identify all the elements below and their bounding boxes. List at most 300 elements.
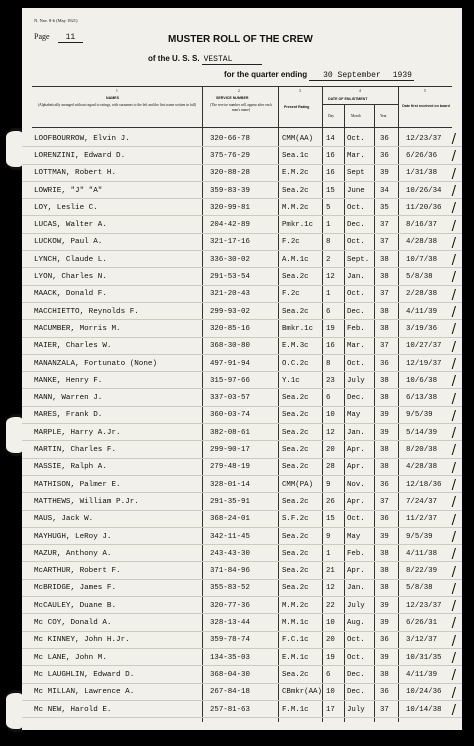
cell-day: 19 bbox=[326, 324, 335, 333]
table-row bbox=[22, 199, 462, 216]
cell-name: Mc COY, Donald A. bbox=[34, 619, 112, 628]
ship-name: VESTAL bbox=[202, 55, 263, 65]
ship-line bbox=[148, 54, 262, 64]
cell-year: 39 bbox=[380, 601, 389, 610]
checkmark: / bbox=[451, 651, 456, 666]
checkmark: / bbox=[451, 512, 456, 528]
table-row bbox=[22, 320, 462, 337]
cell-month: Dec. bbox=[347, 688, 365, 697]
cell-name: McBRIDGE, James F. bbox=[34, 584, 117, 593]
cell-received: 12/19/37 bbox=[406, 359, 442, 368]
cell-service: 320-88-28 bbox=[210, 169, 250, 178]
cell-service: 321-20-43 bbox=[210, 290, 250, 299]
cell-name: LOWRIE, "J" "A" bbox=[34, 186, 103, 195]
cell-received: 6/13/38 bbox=[406, 394, 438, 403]
cell-month: Mar. bbox=[347, 151, 365, 160]
cell-month: May bbox=[347, 411, 361, 420]
cell-day: 26 bbox=[326, 497, 335, 506]
cell-day: 8 bbox=[326, 359, 331, 368]
checkmark: / bbox=[451, 218, 456, 234]
cell-rating: M.M.1c bbox=[282, 619, 309, 628]
page-title: MUSTER ROLL OF THE CREW bbox=[168, 34, 313, 45]
cell-rating: Sea.2c bbox=[282, 273, 309, 282]
checkmark: / bbox=[451, 685, 456, 701]
cell-month: July bbox=[347, 601, 365, 610]
cell-day: 6 bbox=[326, 307, 331, 316]
cell-service: 497-91-94 bbox=[210, 359, 250, 368]
cell-service: 321-17-16 bbox=[210, 238, 250, 247]
cell-rating: F.2c bbox=[282, 238, 300, 247]
cell-month: Oct. bbox=[347, 636, 365, 645]
cell-rating: Sea.2c bbox=[282, 532, 309, 541]
col-header-service: SERVICE NUMBER bbox=[216, 96, 249, 100]
checkmark: / bbox=[451, 460, 456, 476]
checkmark: / bbox=[451, 668, 456, 684]
cell-name: Mc LAUGHLIN, Edward D. bbox=[34, 670, 135, 679]
cell-month: Oct. bbox=[347, 359, 365, 368]
cell-received: 9/5/39 bbox=[406, 532, 433, 541]
cell-year: 36 bbox=[380, 636, 389, 645]
page-label bbox=[34, 32, 83, 42]
cell-name: MACUMBER, Morris M. bbox=[34, 324, 121, 333]
cell-received: 4/28/38 bbox=[406, 238, 438, 247]
checkmark: / bbox=[451, 616, 456, 632]
cell-month: July bbox=[347, 705, 365, 714]
cell-month: Mar. bbox=[347, 342, 365, 351]
cell-day: 12 bbox=[326, 273, 335, 282]
cell-year: 37 bbox=[380, 290, 389, 299]
cell-day: 23 bbox=[326, 376, 335, 385]
cell-received: 12/23/37 bbox=[406, 134, 442, 143]
cell-service: 299-93-02 bbox=[210, 307, 250, 316]
col-note-names: (Alphabetically arranged without regard to ratings, with surnames to the left and the first name written in full) bbox=[37, 103, 197, 107]
cell-year: 38 bbox=[380, 567, 389, 576]
checkmark: / bbox=[451, 270, 456, 286]
cell-month: June bbox=[347, 186, 365, 195]
cell-received: 6/26/36 bbox=[406, 151, 438, 160]
cell-year: 36 bbox=[380, 134, 389, 143]
table-row bbox=[22, 424, 462, 441]
cell-year: 39 bbox=[380, 619, 389, 628]
cell-month: Aug. bbox=[347, 619, 365, 628]
cell-rating: Sea.2c bbox=[282, 446, 309, 455]
cell-year: 39 bbox=[380, 169, 389, 178]
cell-rating: Sea.2c bbox=[282, 428, 309, 437]
cell-month: Oct. bbox=[347, 653, 365, 662]
cell-day: 22 bbox=[326, 601, 335, 610]
checkmark: / bbox=[451, 149, 456, 165]
checkmark: / bbox=[451, 529, 456, 545]
cell-year: 36 bbox=[380, 515, 389, 524]
cell-year: 39 bbox=[380, 532, 389, 541]
cell-rating: Sea.2c bbox=[282, 307, 309, 316]
cell-month: May bbox=[347, 532, 361, 541]
cell-month: Feb. bbox=[347, 324, 365, 333]
cell-service: 243-43-30 bbox=[210, 549, 250, 558]
col-header-year: Year bbox=[380, 114, 387, 118]
col-num-4: 4 bbox=[359, 89, 361, 93]
table-row bbox=[22, 666, 462, 683]
checkmark: / bbox=[451, 547, 456, 563]
table-row bbox=[22, 545, 462, 562]
cell-year: 38 bbox=[380, 255, 389, 264]
cell-rating: A.M.1c bbox=[282, 255, 309, 264]
page-number: 11 bbox=[58, 33, 84, 43]
cell-received: 2/28/38 bbox=[406, 290, 438, 299]
cell-day: 20 bbox=[326, 636, 335, 645]
cell-year: 38 bbox=[380, 549, 389, 558]
checkmark: / bbox=[451, 253, 456, 269]
cell-received: 5/8/38 bbox=[406, 273, 433, 282]
cell-rating: Sea.2c bbox=[282, 584, 309, 593]
cell-year: 38 bbox=[380, 307, 389, 316]
cell-year: 37 bbox=[380, 705, 389, 714]
col-header-month: Month bbox=[351, 114, 361, 118]
cell-received: 8/22/39 bbox=[406, 567, 438, 576]
table-row bbox=[22, 372, 462, 389]
cell-name: Mc NEW, Harold E. bbox=[34, 705, 112, 714]
table-row bbox=[22, 649, 462, 666]
cell-year: 38 bbox=[380, 376, 389, 385]
cell-name: LOTTMAN, Robert H. bbox=[34, 169, 117, 178]
table-row bbox=[22, 511, 462, 528]
cell-received: 10/26/34 bbox=[406, 186, 442, 195]
cell-name: MANKE, Henry F. bbox=[34, 376, 103, 385]
cell-service: 320-77-36 bbox=[210, 601, 250, 610]
table-row bbox=[22, 338, 462, 355]
table-row bbox=[22, 390, 462, 407]
table-row bbox=[22, 268, 462, 285]
checkmark: / bbox=[451, 633, 456, 649]
col-num-2: 2 bbox=[238, 89, 240, 93]
cell-service: 134-35-03 bbox=[210, 653, 250, 662]
cell-service: 337-03-57 bbox=[210, 394, 250, 403]
cell-day: 10 bbox=[326, 688, 335, 697]
cell-name: LYNCH, Claude L. bbox=[34, 255, 107, 264]
cell-service: 336-30-02 bbox=[210, 255, 250, 264]
col-num-5: 5 bbox=[424, 89, 426, 93]
cell-day: 19 bbox=[326, 653, 335, 662]
cell-name: LOY, Leslie C. bbox=[34, 203, 98, 212]
cell-year: 38 bbox=[380, 446, 389, 455]
cell-rating: E.M.1c bbox=[282, 653, 309, 662]
quarter-date: 30 September bbox=[309, 71, 385, 81]
cell-month: Oct. bbox=[347, 238, 365, 247]
cell-year: 38 bbox=[380, 324, 389, 333]
cell-month: Dec. bbox=[347, 394, 365, 403]
cell-name: LUCKOW, Paul A. bbox=[34, 238, 103, 247]
cell-name: MAACK, Donald F. bbox=[34, 290, 107, 299]
cell-service: 299-90-17 bbox=[210, 446, 250, 455]
cell-service: 257-81-63 bbox=[210, 705, 250, 714]
cell-received: 10/6/38 bbox=[406, 376, 438, 385]
cell-name: MAZUR, Anthony A. bbox=[34, 549, 112, 558]
cell-year: 37 bbox=[380, 497, 389, 506]
cell-year: 36 bbox=[380, 480, 389, 489]
cell-month: Oct. bbox=[347, 515, 365, 524]
cell-day: 12 bbox=[326, 584, 335, 593]
cell-name: LORENZINI, Edward D. bbox=[34, 151, 126, 160]
cell-received: 12/23/37 bbox=[406, 601, 442, 610]
table-row bbox=[22, 303, 462, 320]
table-row bbox=[22, 130, 462, 147]
cell-name: MANANZALA, Fortunato (None) bbox=[34, 359, 158, 368]
cell-rating: F.M.1c bbox=[282, 705, 309, 714]
cell-day: 14 bbox=[326, 134, 335, 143]
cell-received: 1/31/38 bbox=[406, 169, 438, 178]
table-row bbox=[22, 182, 462, 199]
cell-day: 6 bbox=[326, 670, 331, 679]
cell-rating: Sea.2c bbox=[282, 497, 309, 506]
cell-received: 4/11/39 bbox=[406, 670, 438, 679]
checkmark: / bbox=[451, 322, 456, 338]
cell-rating: M.M.2c bbox=[282, 601, 309, 610]
cell-received: 7/24/37 bbox=[406, 497, 438, 506]
cell-name: McCAULEY, Duane B. bbox=[34, 601, 117, 610]
cell-month: Oct. bbox=[347, 290, 365, 299]
cell-rating: Sea.2c bbox=[282, 549, 309, 558]
checkmark: / bbox=[451, 201, 456, 217]
cell-day: 16 bbox=[326, 151, 335, 160]
cell-day: 17 bbox=[326, 705, 335, 714]
table-row bbox=[22, 459, 462, 476]
cell-rating: E.M.3c bbox=[282, 342, 309, 351]
cell-received: 10/31/35 bbox=[406, 653, 442, 662]
cell-month: Feb. bbox=[347, 549, 365, 558]
checkmark: / bbox=[451, 408, 456, 424]
cell-received: 3/19/36 bbox=[406, 324, 438, 333]
table-row bbox=[22, 407, 462, 424]
cell-rating: S.F.2c bbox=[282, 515, 309, 524]
cell-rating: Sea.2c bbox=[282, 670, 309, 679]
cell-name: Mc LANE, John M. bbox=[34, 653, 107, 662]
table-row bbox=[22, 217, 462, 234]
cell-day: 5 bbox=[326, 203, 331, 212]
cell-rating: F.2c bbox=[282, 290, 300, 299]
cell-service: 375-76-29 bbox=[210, 151, 250, 160]
col-header-day: Day bbox=[328, 114, 334, 118]
cell-rating: M.M.2c bbox=[282, 203, 309, 212]
cell-year: 35 bbox=[380, 203, 389, 212]
cell-month: Jan. bbox=[347, 273, 365, 282]
cell-rating: Pmkr.1c bbox=[282, 221, 314, 230]
cell-received: 11/2/37 bbox=[406, 515, 438, 524]
cell-rating: E.M.2c bbox=[282, 169, 309, 178]
cell-year: 37 bbox=[380, 342, 389, 351]
cell-day: 1 bbox=[326, 221, 331, 230]
checkmark: / bbox=[451, 339, 456, 355]
cell-service: 320-99-81 bbox=[210, 203, 250, 212]
cell-month: Apr. bbox=[347, 567, 365, 576]
table-row bbox=[22, 286, 462, 303]
cell-received: 8/16/37 bbox=[406, 221, 438, 230]
cell-year: 38 bbox=[380, 463, 389, 472]
cell-name: MATTHEWS, William P.Jr. bbox=[34, 497, 139, 506]
cell-year: 39 bbox=[380, 411, 389, 420]
table-row bbox=[22, 684, 462, 701]
checkmark: / bbox=[451, 478, 456, 493]
checkmark: / bbox=[451, 132, 456, 147]
cell-name: MACCHIETTO, Reynolds F. bbox=[34, 307, 139, 316]
checkmark: / bbox=[451, 443, 456, 459]
cell-received: 6/26/31 bbox=[406, 619, 438, 628]
cell-month: Jan. bbox=[347, 428, 365, 437]
cell-year: 36 bbox=[380, 688, 389, 697]
col-header-received: Date first received on board bbox=[402, 104, 450, 108]
cell-rating: Bmkr.1c bbox=[282, 324, 314, 333]
cell-received: 4/11/38 bbox=[406, 549, 438, 558]
cell-service: 371-84-96 bbox=[210, 567, 250, 576]
cell-day: 10 bbox=[326, 619, 335, 628]
col-header-names: NAMES bbox=[106, 96, 119, 100]
cell-rating: O.C.2c bbox=[282, 359, 309, 368]
cell-name: MARPLE, Harry A.Jr. bbox=[34, 428, 121, 437]
cell-day: 16 bbox=[326, 342, 335, 351]
cell-service: 204-42-89 bbox=[210, 221, 250, 230]
checkmark: / bbox=[451, 183, 456, 199]
cell-day: 20 bbox=[326, 446, 335, 455]
cell-received: 3/12/37 bbox=[406, 636, 438, 645]
cell-received: 4/28/38 bbox=[406, 463, 438, 472]
cell-month: Apr. bbox=[347, 463, 365, 472]
cell-name: MANN, Warren J. bbox=[34, 394, 103, 403]
cell-service: 328-13-44 bbox=[210, 619, 250, 628]
table-row bbox=[22, 614, 462, 631]
cell-day: 15 bbox=[326, 186, 335, 195]
cell-rating: Sea.2c bbox=[282, 463, 309, 472]
cell-rating: Sea.2c bbox=[282, 567, 309, 576]
cell-service: 359-78-74 bbox=[210, 636, 250, 645]
cell-year: 37 bbox=[380, 238, 389, 247]
table-row bbox=[22, 701, 462, 718]
cell-day: 2 bbox=[326, 255, 331, 264]
cell-received: 10/7/38 bbox=[406, 255, 438, 264]
cell-received: 11/20/36 bbox=[406, 203, 442, 212]
table-row bbox=[22, 597, 462, 614]
cell-year: 36 bbox=[380, 359, 389, 368]
cell-rating: Sea.2c bbox=[282, 186, 309, 195]
cell-rating: Sea.2c bbox=[282, 394, 309, 403]
cell-received: 5/8/38 bbox=[406, 584, 433, 593]
cell-received: 4/11/39 bbox=[406, 307, 438, 316]
cell-day: 21 bbox=[326, 567, 335, 576]
cell-service: 279-48-19 bbox=[210, 463, 250, 472]
cell-service: 382-08-61 bbox=[210, 428, 250, 437]
table-row bbox=[22, 563, 462, 580]
cell-year: 38 bbox=[380, 670, 389, 679]
col-header-enlistment: DATE OF ENLISTMENT bbox=[328, 97, 368, 101]
cell-name: MATHISON, Palmer E. bbox=[34, 480, 121, 489]
cell-month: Dec. bbox=[347, 670, 365, 679]
checkmark: / bbox=[451, 702, 456, 718]
quarter-line bbox=[224, 70, 414, 80]
cell-rating: CMM(AA) bbox=[282, 134, 314, 143]
table-row bbox=[22, 165, 462, 182]
checkmark: / bbox=[451, 495, 456, 511]
cell-day: 12 bbox=[326, 428, 335, 437]
cell-received: 10/27/37 bbox=[406, 342, 442, 351]
checkmark: / bbox=[451, 391, 456, 407]
cell-day: 9 bbox=[326, 532, 331, 541]
cell-year: 38 bbox=[380, 394, 389, 403]
cell-day: 6 bbox=[326, 394, 331, 403]
cell-name: MAUS, Jack W. bbox=[34, 515, 94, 524]
checkmark: / bbox=[451, 356, 456, 372]
table-row bbox=[22, 632, 462, 649]
cell-rating: F.C.1c bbox=[282, 636, 309, 645]
table-row bbox=[22, 147, 462, 164]
quarter-year: 1939 bbox=[385, 71, 414, 81]
checkmark: / bbox=[451, 235, 456, 251]
cell-month: Nov. bbox=[347, 480, 365, 489]
cell-service: 320-85-16 bbox=[210, 324, 250, 333]
cell-rating: Sea.2c bbox=[282, 411, 309, 420]
cell-service: 315-97-66 bbox=[210, 376, 250, 385]
cell-name: McARTHUR, Robert F. bbox=[34, 567, 121, 576]
cell-year: 38 bbox=[380, 584, 389, 593]
muster-roll-sheet bbox=[22, 8, 462, 730]
checkmark: / bbox=[451, 287, 456, 303]
cell-name: MASSIE, Ralph A. bbox=[34, 463, 107, 472]
checkmark: / bbox=[451, 564, 456, 580]
cell-service: 360-03-74 bbox=[210, 411, 250, 420]
checkmark: / bbox=[451, 305, 456, 320]
cell-rating: CBmkr(AA) bbox=[282, 688, 322, 697]
cell-received: 10/24/36 bbox=[406, 688, 442, 697]
cell-month: Oct. bbox=[347, 203, 365, 212]
table-row bbox=[22, 441, 462, 458]
col-header-rating: Present Rating bbox=[284, 105, 310, 109]
cell-year: 34 bbox=[380, 186, 389, 195]
cell-service: 342-11-45 bbox=[210, 532, 250, 541]
checkmark: / bbox=[451, 426, 456, 442]
col-num-3: 3 bbox=[299, 89, 301, 93]
cell-name: MARTIN, Charles F. bbox=[34, 446, 117, 455]
table-row bbox=[22, 493, 462, 510]
cell-service: 368-24-01 bbox=[210, 515, 250, 524]
cell-rating: Y.1c bbox=[282, 376, 300, 385]
table-row bbox=[22, 251, 462, 268]
cell-service: 355-83-52 bbox=[210, 584, 250, 593]
cell-month: Jan. bbox=[347, 584, 365, 593]
cell-month: Dec. bbox=[347, 307, 365, 316]
cell-received: 10/14/38 bbox=[406, 705, 442, 714]
cell-service: 328-01-14 bbox=[210, 480, 250, 489]
col-note-service: (The service number will appear after each man's name) bbox=[210, 103, 272, 112]
quarter-prefix: for the quarter ending bbox=[224, 70, 308, 79]
cell-day: 16 bbox=[326, 169, 335, 178]
checkmark: / bbox=[451, 374, 456, 390]
cell-service: 291-53-54 bbox=[210, 273, 250, 282]
cell-day: 8 bbox=[326, 238, 331, 247]
cell-year: 36 bbox=[380, 151, 389, 160]
cell-month: Apr. bbox=[347, 446, 365, 455]
col-num-1: 1 bbox=[116, 89, 118, 93]
cell-received: 9/5/39 bbox=[406, 411, 433, 420]
cell-service: 359-83-39 bbox=[210, 186, 250, 195]
checkmark: / bbox=[451, 166, 456, 182]
table-row bbox=[22, 355, 462, 372]
cell-month: Sept. bbox=[347, 255, 370, 264]
cell-service: 320-66-78 bbox=[210, 134, 250, 143]
cell-rating: CMM(PA) bbox=[282, 480, 314, 489]
cell-received: 12/18/36 bbox=[406, 480, 442, 489]
page-label-text: Page bbox=[34, 32, 50, 41]
cell-month: Sept bbox=[347, 169, 365, 178]
cell-name: MAIER, Charles W. bbox=[34, 342, 112, 351]
cell-month: Apr. bbox=[347, 497, 365, 506]
table-row bbox=[22, 476, 462, 493]
